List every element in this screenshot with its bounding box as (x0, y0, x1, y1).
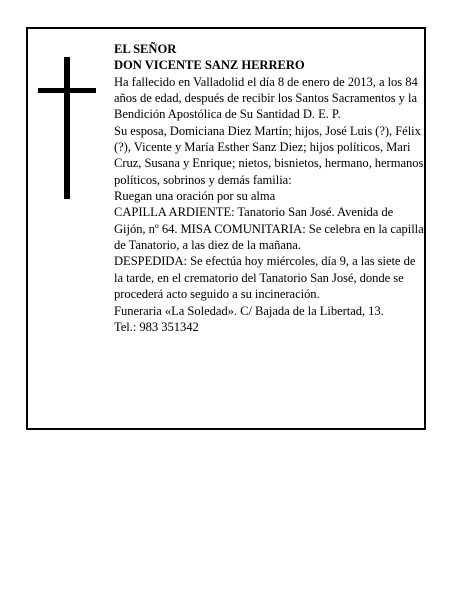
latin-cross-icon (38, 57, 96, 199)
death-announcement: Ha fallecido en Valladolid el día 8 de enero de 2013, a los 84 años de edad, después de recibir los Santos Sacramentos y la Bendición Apostólica de Su Santidad D. E. P. (114, 74, 418, 122)
farewell-info: DESPEDIDA: Se efectúa hoy miércoles, día 9, a las siete de la tarde, en el crematorio del Tanatorio San José, donde se procederá acto seguido a su incineración. (114, 254, 416, 302)
funeral-home: Funeraria «La Soledad». C/ Bajada de la Libertad, 13. (114, 303, 384, 318)
notice-body (114, 41, 424, 335)
chapel-info: CAPILLA ARDIENTE: Tanatorio San José. Avenida de Gijón, nº 64. MISA COMUNITARIA: Se celebra en la capilla de Tanatorio, a las diez de la mañana. (114, 205, 424, 253)
prayer-request: Ruegan una oración por su alma (114, 189, 276, 204)
obituary-notice (26, 27, 426, 430)
family-list: Su esposa, Domiciana Diez Martín; hijos, José Luis (?), Félix (?), Vicente y María Esther Sanz Diez; hijos políticos, Mari Cruz, Susana y Enrique; nietos, bisnietos, hermano, hermanos políticos, sobrinos y demás familia: (114, 123, 424, 187)
telephone: Tel.: 983 351342 (114, 319, 199, 334)
notice-title: EL SEÑOR (114, 42, 177, 56)
deceased-name: DON VICENTE SANZ HERRERO (114, 58, 305, 73)
